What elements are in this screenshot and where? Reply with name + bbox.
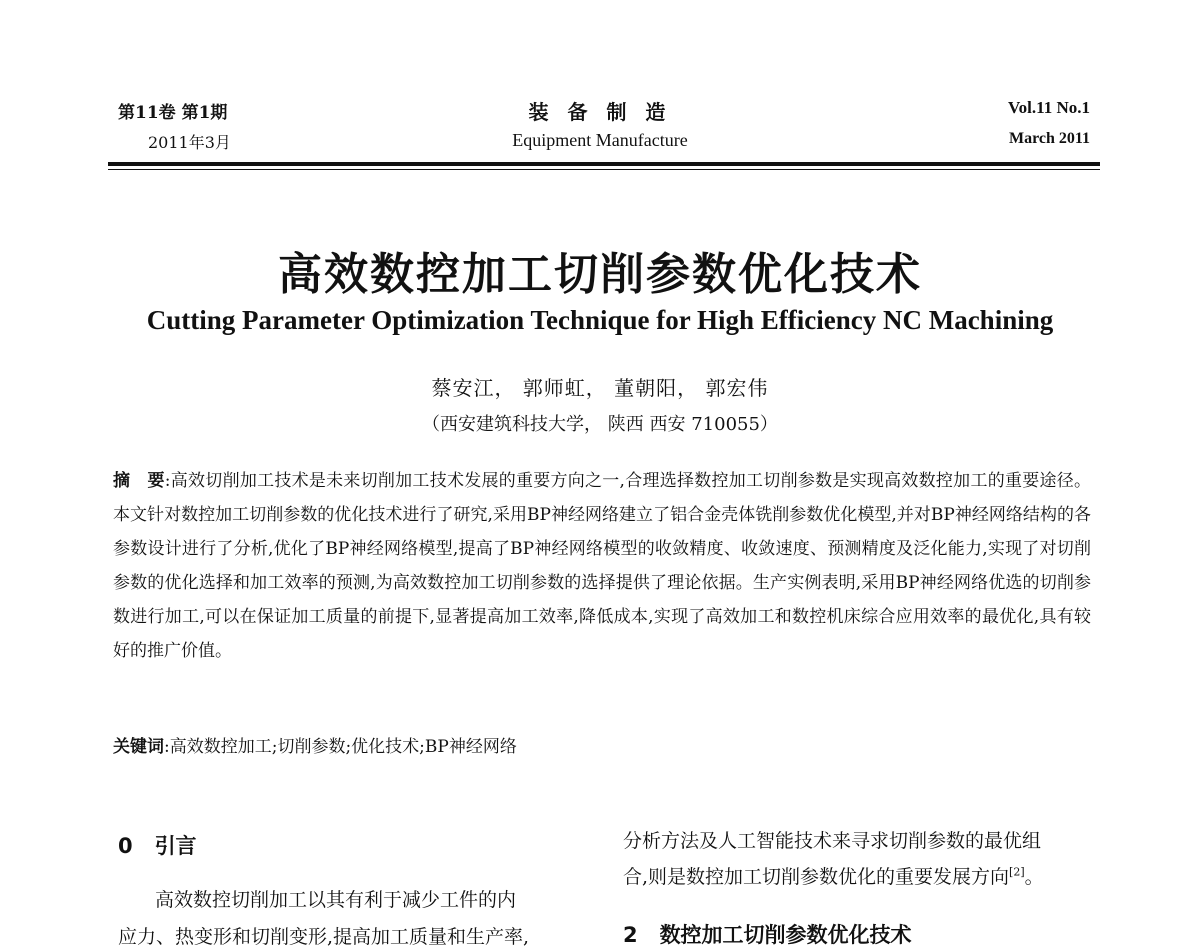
right-col-line-2 xyxy=(623,862,1044,889)
header-rule-thin xyxy=(108,169,1100,170)
citation-ref: [2] xyxy=(1009,865,1025,879)
volume-issue: 第11卷 第1期 xyxy=(118,103,228,123)
section-2-title: 数控加工切削参数优化技术 xyxy=(659,923,912,947)
journal-title-cn: 装 备 制 造 xyxy=(528,100,672,124)
left-col-line-1: 高效数控切削加工以其有利于减少工件的内 xyxy=(155,889,517,911)
abstract xyxy=(113,464,1091,668)
abstract-label: 摘 要 xyxy=(113,471,165,491)
section-0-number: 0 xyxy=(118,834,133,858)
volume-number: Vol.11 No.1 xyxy=(1007,98,1090,117)
section-2-number: 2 xyxy=(623,923,638,947)
keywords-label: 关键词 xyxy=(113,737,164,757)
journal-title-en: Equipment Manufacture xyxy=(512,130,688,150)
section-0-heading xyxy=(118,830,197,860)
right-col-line-1: 分析方法及人工智能技术来寻求切削参数的最优组 xyxy=(623,830,1042,852)
header-rule-thick xyxy=(108,162,1100,166)
paper-title-cn: 高效数控加工切削参数优化技术 xyxy=(278,249,922,300)
authors: 蔡安江， 郭师虹， 董朝阳， 郭宏伟 xyxy=(431,376,769,400)
section-0-title: 引言 xyxy=(154,834,197,858)
affiliation: （西安建筑科技大学， 陕西 西安 710055） xyxy=(422,414,778,435)
left-col-line-2: 应力、热变形和切削变形,提高加工质量和生产率, xyxy=(118,926,530,948)
section-2-heading xyxy=(623,919,912,949)
paper-title-en: Cutting Parameter Optimization Technique for High Efficiency NC Machining xyxy=(146,305,1054,335)
keywords-text: :高效数控加工;切削参数;优化技术;BP神经网络 xyxy=(164,737,517,757)
right-col-line-2-end: 。 xyxy=(1024,866,1044,888)
publication-date: 2011年3月 xyxy=(148,133,231,152)
abstract-text: :高效切削加工技术是未来切削加工技术发展的重要方向之一,合理选择数控加工切削参数是实现高效数控加工的重要途径。本文针对数控加工切削参数的优化技术进行了研究,采用BP神经网络建立了铝合金壳体铣削参数优化模型,并对BP神经网络结构的各参数设计进行了分析,优化了BP神经网络模型,提高了BP神经网络模型的收敛精度、收敛速度、预测精度及泛化能力,实现了对切削参数的优化选择和加工效率的预测,为高效数控加工切削参数的选择提供了理论依据。生产实例表明,采用BP神经网络优选的切削参数进行加工,可以在保证加工质量的前提下,显著提高加工效率,降低成本,实现了高效加工和数控机床综合应用效率的最优化,具有较好的推广价值。 xyxy=(113,471,1092,661)
issue-date: March 2011 xyxy=(1008,130,1090,147)
right-col-line-2-text: 合,则是数控加工切削参数优化的重要发展方向 xyxy=(623,866,1010,888)
keywords xyxy=(113,732,517,757)
